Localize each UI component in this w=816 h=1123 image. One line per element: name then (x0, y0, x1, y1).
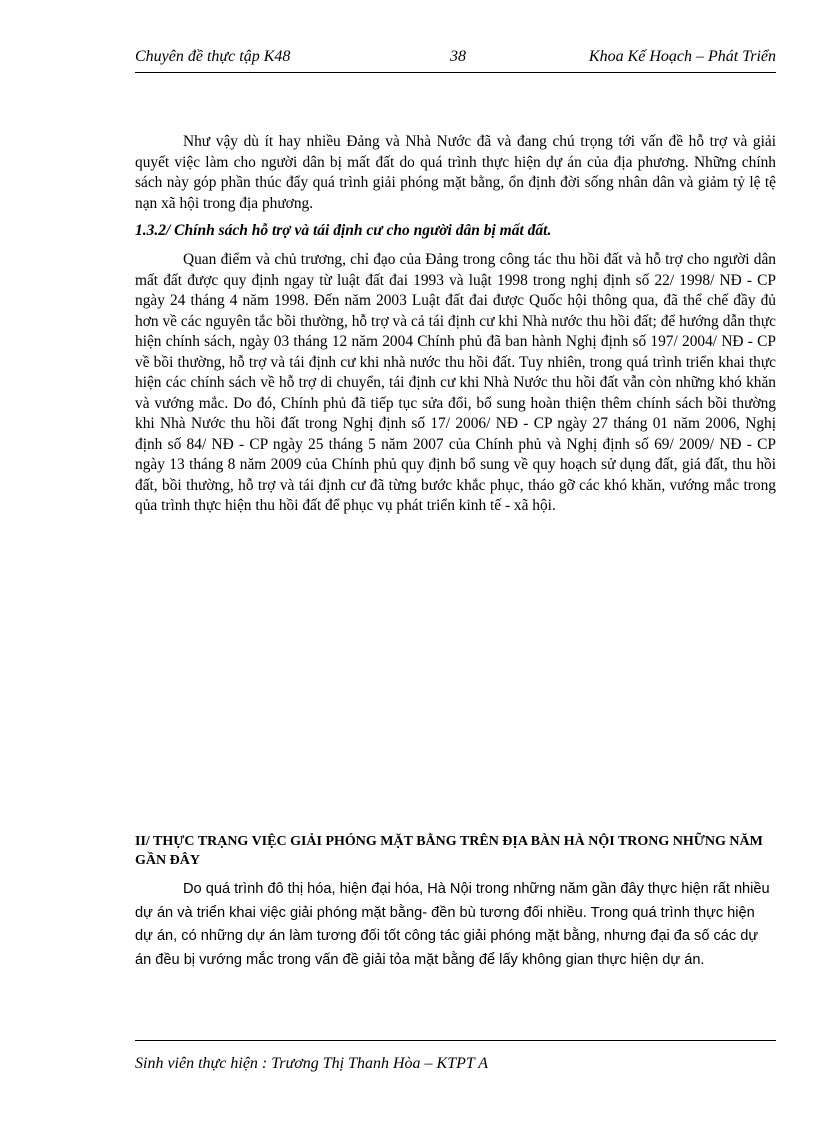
section-heading-1-3-2: 1.3.2/ Chính sách hỗ trợ và tái định cư cho người dân bị mất đất. (135, 222, 552, 239)
header-course-title: Chuyên đề thực tập K48 (135, 48, 291, 65)
page-footer (135, 1040, 776, 1073)
footer-student-name: Sinh viên thực hiện : Trương Thị Thanh Hòa – KTPT A (135, 1055, 488, 1072)
page-header (135, 46, 776, 73)
header-faculty: Khoa Kế Hoạch – Phát Triển (588, 48, 776, 65)
paragraph-hanoi-situation: Do quá trình đô thị hóa, hiện đại hóa, Hà Nội trong những năm gần đây thực hiện rất nhiều dự án và triển khai việc giải phóng mặt bằng- đền bù tương đối nhiều. Trong quá trình thực hiện dự án, có những dự án làm tương đối tốt công tác giải phóng mặt bằng, nhưng đại đa số các dự án đều bị vướng mắc trong vấn đề giải tỏa mặt bằng để lấy không gian thực hiện dự án. (135, 881, 770, 968)
section-heading-ii: II/ THỰC TRẠNG VIỆC GIẢI PHÓNG MẶT BẰNG TRÊN ĐỊA BÀN HÀ NỘI TRONG NHỮNG NĂM GẦN ĐÂY (135, 834, 763, 868)
paragraph-resettlement-policy: Quan điểm và chủ trương, chỉ đạo của Đảng trong công tác thu hồi đất và hỗ trợ cho người dân mất đất được quy định ngay từ luật đất đai 1993 và luật 1998 trong nghị định số 22/ 1998/ NĐ - CP ngày 24 tháng 4 năm 1998. Đến năm 2003 Luật đất đai được Quốc hội thông qua, đã thể chế đầy đủ hơn về các nguyên tắc bồi thường, hỗ trợ và cả tái định cư khi Nhà nước thu hồi đất; để hướng dẫn thực hiện chính sách, ngày 03 tháng 12 năm 2004 Chính phủ đã ban hành Nghị định số 197/ 2004/ NĐ - CP về bồi thường, hỗ trợ và tái định cư khi nhà nước thu hồi đất. Tuy nhiên, trong quá trình triển khai thực hiện các chính sách về hỗ trợ di chuyển, tái định cư khi Nhà Nước thu hồi đất vẫn còn những khó khăn và vướng mắc. Do đó, Chính phủ đã tiếp tục sửa đổi, bổ sung hoàn thiện thêm chính sách bồi thường khi Nhà Nước thu hồi đất trong Nghị định số 17/ 2006/ NĐ - CP ngày 27 tháng 01 năm 2006, Nghị định số 84/ NĐ - CP ngày 25 tháng 5 năm 2007 của Chính phủ và Nghị định số 69/ 2009/ NĐ - CP ngày 13 tháng 8 năm 2009 của Chính phủ quy định bổ sung về quy hoạch sử dụng đất, giá đất, thu hồi đất, bồi thường, hỗ trợ và tái định cư đã từng bước khắc phục, tháo gỡ các khó khăn, vướng mắc trong qủa trình thực hiện thu hồi đất để phục vụ phát triển kinh tế - xã hội. (135, 251, 776, 514)
page-number: 38 (450, 48, 466, 65)
paragraph-support-employment: Như vậy dù ít hay nhiều Đảng và Nhà Nước đã và đang chú trọng tới vấn đề hỗ trợ và giải quyết việc làm cho người dân bị mất đất do quá trình thực hiện dự án của địa phương. Những chính sách này góp phần thúc đẩy quá trình giải phóng mặt bằng, ổn định đời sống nhân dân và giảm tỷ lệ tệ nạn xã hội trong địa phương. (135, 133, 776, 212)
